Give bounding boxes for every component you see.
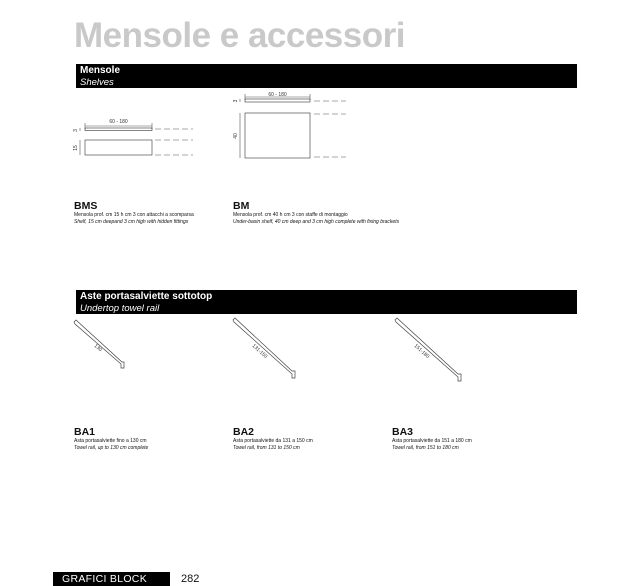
ba2-towel-rail-drawing [228, 316, 308, 381]
product-desc-en: Towel rail, from 131 to 150 cm [233, 445, 300, 451]
bms-shelf-drawing [70, 112, 200, 167]
bm-shelf-drawing [228, 88, 358, 163]
page-number: 282 [181, 573, 200, 585]
ba1-towel-rail-drawing [70, 318, 140, 373]
product-desc-en: Towel rail, up to 130 cm complete [74, 445, 149, 451]
ba3-length-label: 151-180 [412, 343, 431, 360]
section-title-en: Undertop towel rail [80, 303, 160, 314]
product-desc-it: Mensola prof. cm 40 h cm 3 con staffe di montaggio [233, 212, 348, 218]
product-code: BMS [74, 200, 98, 212]
ba1-length-label: 130 [92, 343, 103, 354]
page-title: Mensole e accessori [74, 16, 405, 55]
bm-thickness-label: 3 [233, 99, 239, 103]
footer-brand: GRAFICI BLOCK [53, 572, 170, 586]
product-desc-en: Towel rail, from 151 to 180 cm [392, 445, 459, 451]
product-bm [233, 201, 453, 226]
ba2-length-label: 131-150 [250, 343, 269, 360]
product-code: BA2 [233, 426, 255, 438]
product-desc-it: Asta portasalviette fino a 130 cm [74, 438, 147, 444]
product-desc-en: Shelf, 15 cm deepand 3 cm high with hidden fittings [74, 219, 189, 225]
section-title-en: Shelves [80, 77, 114, 88]
product-code: BA1 [74, 426, 96, 438]
product-ba3 [392, 427, 612, 452]
section-title-it: Mensole [80, 65, 121, 76]
product-code: BA3 [392, 426, 414, 438]
product-desc-it: Mensola prof. cm 15 h cm 3 con attacchi a scomparsa [74, 212, 194, 218]
product-desc-en: Under-basin shelf, 40 cm deep and 3 cm high complete with fixing brackets [233, 219, 400, 225]
bms-thickness-label: 3 [73, 129, 79, 132]
section-header-shelves [76, 64, 577, 88]
bm-depth-label: 40 [233, 133, 239, 139]
product-desc-it: Asta portasalviette da 151 a 180 cm [392, 438, 472, 444]
section-title-it: Aste portasalviette sottotop [80, 291, 213, 302]
product-desc-it: Asta portasalviette da 131 a 150 cm [233, 438, 313, 444]
ba3-towel-rail-drawing [390, 316, 470, 384]
bms-width-label: 60 - 180 [109, 119, 128, 125]
bm-width-label: 60 - 180 [268, 92, 287, 98]
bms-depth-label: 15 [73, 145, 79, 151]
product-code: BM [233, 200, 250, 212]
section-header-towel-rails [76, 290, 577, 314]
